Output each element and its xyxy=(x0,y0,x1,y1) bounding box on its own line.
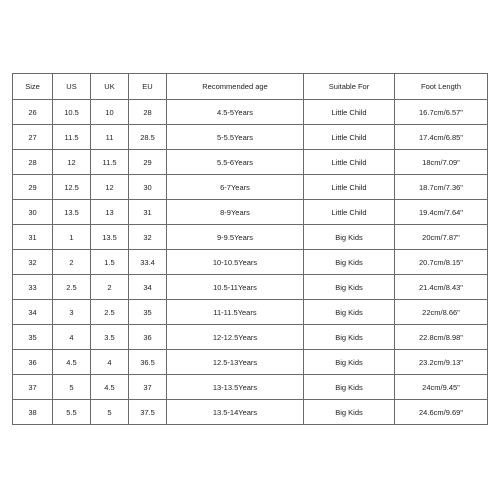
cell-uk: 4.5 xyxy=(91,375,129,400)
table-row xyxy=(13,325,488,350)
cell-uk: 3.5 xyxy=(91,325,129,350)
column-header-recommended-age: Recommended age xyxy=(167,74,304,100)
column-header-suitable-for: Suitable For xyxy=(304,74,395,100)
cell-size: 30 xyxy=(13,200,53,225)
cell-foot-length: 24.6cm/9.69" xyxy=(395,400,488,425)
cell-eu: 29 xyxy=(129,150,167,175)
cell-recommended-age: 12-12.5Years xyxy=(167,325,304,350)
cell-us: 2 xyxy=(53,250,91,275)
cell-eu: 35 xyxy=(129,300,167,325)
cell-us: 4 xyxy=(53,325,91,350)
cell-eu: 28 xyxy=(129,100,167,125)
cell-suitable-for: Big Kids xyxy=(304,375,395,400)
cell-recommended-age: 5-5.5Years xyxy=(167,125,304,150)
cell-size: 26 xyxy=(13,100,53,125)
table-row xyxy=(13,350,488,375)
cell-eu: 36.5 xyxy=(129,350,167,375)
cell-recommended-age: 5.5-6Years xyxy=(167,150,304,175)
cell-suitable-for: Little Child xyxy=(304,100,395,125)
cell-uk: 11.5 xyxy=(91,150,129,175)
cell-us: 11.5 xyxy=(53,125,91,150)
cell-uk: 13.5 xyxy=(91,225,129,250)
cell-suitable-for: Big Kids xyxy=(304,250,395,275)
cell-foot-length: 16.7cm/6.57" xyxy=(395,100,488,125)
cell-foot-length: 21.4cm/8.43" xyxy=(395,275,488,300)
cell-us: 5.5 xyxy=(53,400,91,425)
column-header-size: Size xyxy=(13,74,53,100)
cell-recommended-age: 4.5-5Years xyxy=(167,100,304,125)
cell-suitable-for: Little Child xyxy=(304,200,395,225)
cell-recommended-age: 13-13.5Years xyxy=(167,375,304,400)
size-chart-table xyxy=(12,73,488,425)
cell-uk: 2 xyxy=(91,275,129,300)
cell-us: 5 xyxy=(53,375,91,400)
cell-foot-length: 18.7cm/7.36" xyxy=(395,175,488,200)
table-row xyxy=(13,200,488,225)
cell-foot-length: 22.8cm/8.98" xyxy=(395,325,488,350)
cell-size: 34 xyxy=(13,300,53,325)
cell-eu: 37 xyxy=(129,375,167,400)
cell-size: 37 xyxy=(13,375,53,400)
cell-recommended-age: 9-9.5Years xyxy=(167,225,304,250)
cell-suitable-for: Little Child xyxy=(304,175,395,200)
cell-us: 2.5 xyxy=(53,275,91,300)
cell-uk: 1.5 xyxy=(91,250,129,275)
cell-recommended-age: 12.5-13Years xyxy=(167,350,304,375)
cell-uk: 13 xyxy=(91,200,129,225)
cell-suitable-for: Big Kids xyxy=(304,300,395,325)
cell-recommended-age: 11-11.5Years xyxy=(167,300,304,325)
cell-eu: 33.4 xyxy=(129,250,167,275)
cell-suitable-for: Little Child xyxy=(304,150,395,175)
cell-recommended-age: 10-10.5Years xyxy=(167,250,304,275)
cell-suitable-for: Little Child xyxy=(304,125,395,150)
cell-uk: 11 xyxy=(91,125,129,150)
cell-size: 31 xyxy=(13,225,53,250)
cell-us: 10.5 xyxy=(53,100,91,125)
column-header-foot-length: Foot Length xyxy=(395,74,488,100)
table-row xyxy=(13,125,488,150)
cell-size: 29 xyxy=(13,175,53,200)
cell-uk: 2.5 xyxy=(91,300,129,325)
cell-foot-length: 20cm/7.87" xyxy=(395,225,488,250)
cell-foot-length: 18cm/7.09" xyxy=(395,150,488,175)
column-header-uk: UK xyxy=(91,74,129,100)
cell-size: 38 xyxy=(13,400,53,425)
cell-us: 12.5 xyxy=(53,175,91,200)
cell-uk: 10 xyxy=(91,100,129,125)
cell-size: 36 xyxy=(13,350,53,375)
cell-suitable-for: Big Kids xyxy=(304,225,395,250)
table-row xyxy=(13,225,488,250)
table-row xyxy=(13,400,488,425)
cell-uk: 12 xyxy=(91,175,129,200)
cell-eu: 28.5 xyxy=(129,125,167,150)
cell-suitable-for: Big Kids xyxy=(304,325,395,350)
table-body xyxy=(13,100,488,425)
table-row xyxy=(13,250,488,275)
table-row xyxy=(13,375,488,400)
cell-suitable-for: Big Kids xyxy=(304,275,395,300)
cell-foot-length: 17.4cm/6.85" xyxy=(395,125,488,150)
cell-foot-length: 22cm/8.66" xyxy=(395,300,488,325)
cell-foot-length: 23.2cm/9.13" xyxy=(395,350,488,375)
cell-us: 13.5 xyxy=(53,200,91,225)
cell-uk: 4 xyxy=(91,350,129,375)
header-row xyxy=(13,74,488,100)
table-row xyxy=(13,275,488,300)
cell-eu: 31 xyxy=(129,200,167,225)
column-header-eu: EU xyxy=(129,74,167,100)
cell-us: 1 xyxy=(53,225,91,250)
cell-recommended-age: 6-7Years xyxy=(167,175,304,200)
cell-us: 12 xyxy=(53,150,91,175)
cell-eu: 34 xyxy=(129,275,167,300)
table-row xyxy=(13,300,488,325)
cell-size: 35 xyxy=(13,325,53,350)
table-row xyxy=(13,175,488,200)
cell-size: 32 xyxy=(13,250,53,275)
cell-us: 4.5 xyxy=(53,350,91,375)
cell-eu: 36 xyxy=(129,325,167,350)
cell-recommended-age: 10.5-11Years xyxy=(167,275,304,300)
cell-size: 28 xyxy=(13,150,53,175)
cell-suitable-for: Big Kids xyxy=(304,350,395,375)
cell-size: 27 xyxy=(13,125,53,150)
column-header-us: US xyxy=(53,74,91,100)
cell-eu: 30 xyxy=(129,175,167,200)
cell-foot-length: 24cm/9.45" xyxy=(395,375,488,400)
cell-size: 33 xyxy=(13,275,53,300)
cell-us: 3 xyxy=(53,300,91,325)
cell-uk: 5 xyxy=(91,400,129,425)
cell-recommended-age: 13.5-14Years xyxy=(167,400,304,425)
table-row xyxy=(13,100,488,125)
cell-eu: 32 xyxy=(129,225,167,250)
cell-suitable-for: Big Kids xyxy=(304,400,395,425)
cell-foot-length: 19.4cm/7.64" xyxy=(395,200,488,225)
table-row xyxy=(13,150,488,175)
cell-foot-length: 20.7cm/8.15" xyxy=(395,250,488,275)
cell-eu: 37.5 xyxy=(129,400,167,425)
cell-recommended-age: 8-9Years xyxy=(167,200,304,225)
